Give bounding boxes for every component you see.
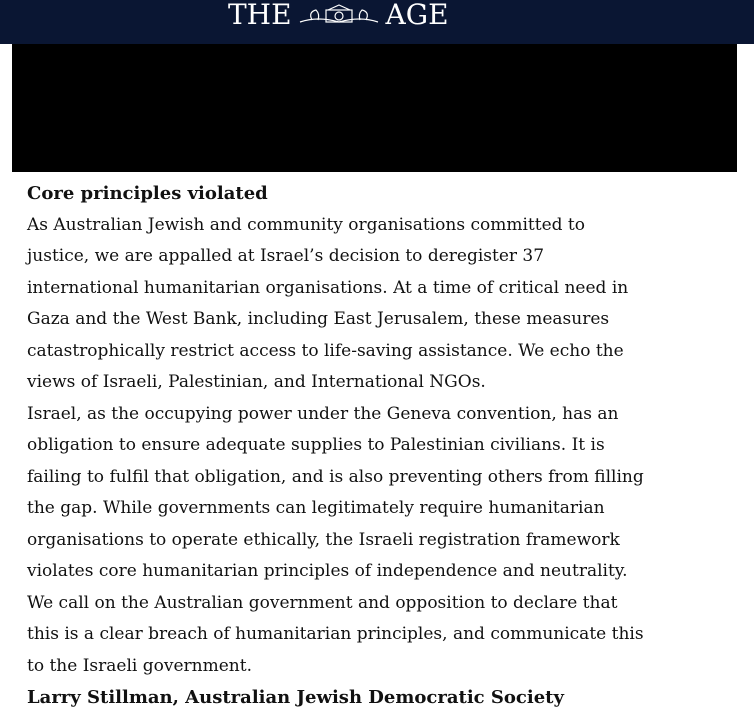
crest-emblem-icon: [298, 4, 380, 26]
letter-paragraph: As Australian Jewish and community organisations committed to justice, we are appalled at Israel’s decision to deregister 37 international humanitarian organisations. At a time of critical need in Gaza and the West Bank, including East Jerusalem, these measures catastrophically restrict access to life-saving assistance. We echo the views of Israeli, Palestinian, and International NGOs.: [27, 214, 629, 392]
video-player[interactable]: [12, 44, 737, 172]
logo-word-age: AGE: [385, 0, 449, 31]
letter-paragraph: We call on the Australian government and opposition to declare that this is a clear breach of humanitarian principles, and communicate this to the Israeli government.: [27, 592, 644, 676]
logo-word-the: THE: [228, 0, 292, 31]
letter-heading: Core principles violated: [27, 183, 268, 204]
letter-paragraph: Israel, as the occupying power under the Geneva convention, has an obligation to ensure adequate supplies to Palestinian civilians. It is failing to fulfil that obligation, and is also preventing others from filling the gap. While governments can legitimately require humanitarian organisations to operate ethically, the Israeli registration framework violates core humanitarian principles of independence and neutrality.: [27, 403, 644, 581]
masthead: [0, 0, 754, 44]
letter-article: [27, 178, 652, 714]
site-logo[interactable]: [228, 0, 449, 30]
letter-signoff: Larry Stillman, Australian Jewish Democratic Society: [27, 687, 564, 708]
